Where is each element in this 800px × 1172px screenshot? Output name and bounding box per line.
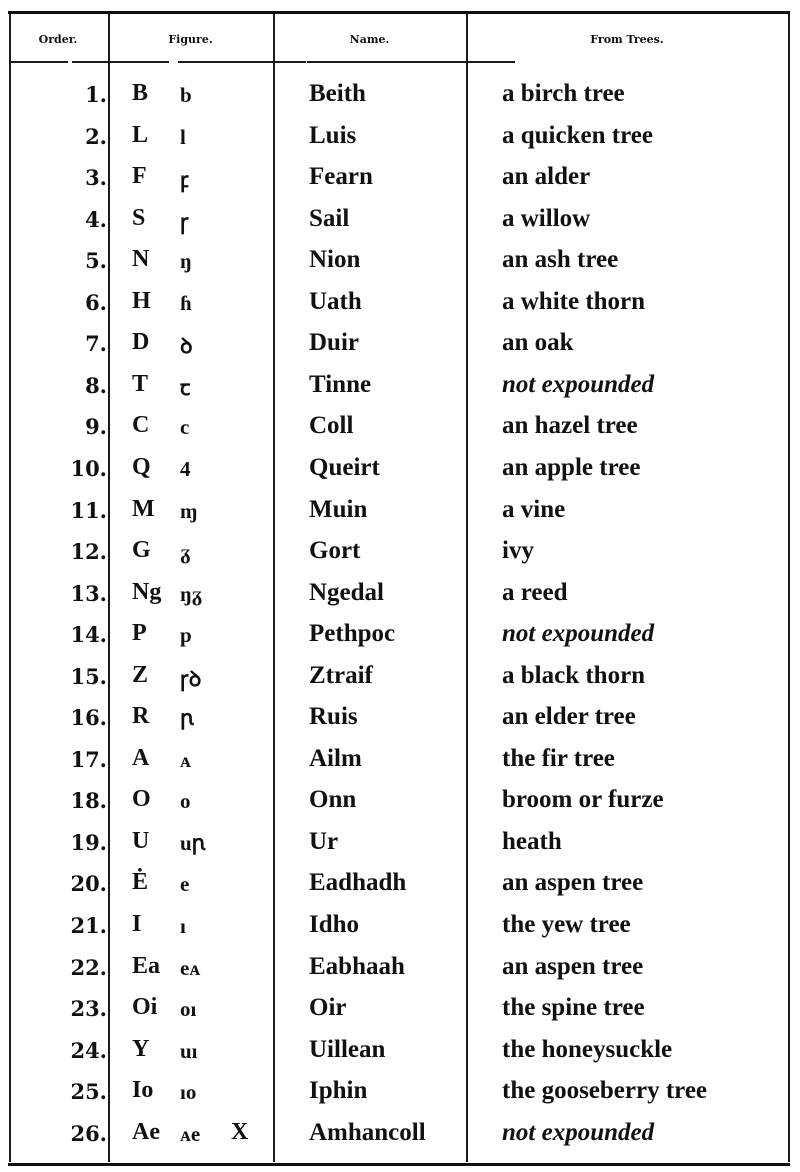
figure-latin-cell: H (132, 287, 151, 314)
from-trees-cell: ivy (502, 537, 534, 565)
name-cell: Pethpoc (309, 620, 396, 648)
from-trees-cell: a quicken tree (502, 121, 653, 149)
figure-irish-cell: ꝼ (180, 168, 189, 193)
table-row (8, 656, 790, 698)
from-trees-cell: not expounded (502, 370, 655, 398)
order-cell: 13. (70, 580, 107, 606)
table-row (8, 406, 790, 448)
table-row (8, 448, 790, 490)
table-row (8, 697, 790, 739)
from-trees-cell: an hazel tree (502, 412, 638, 440)
order-cell: 8. (85, 372, 107, 398)
from-trees-cell: an elder tree (502, 703, 636, 731)
name-cell: Fearn (309, 163, 373, 191)
from-trees-cell: an ash tree (502, 246, 619, 274)
figure-latin-cell: Io (132, 1077, 154, 1104)
order-cell: 25. (70, 1079, 107, 1105)
name-cell: Gort (309, 537, 361, 565)
name-cell: Beith (309, 80, 366, 107)
order-cell: 4. (85, 206, 107, 232)
order-cell: 14. (70, 622, 107, 648)
table-row (8, 573, 790, 615)
figure-irish-cell: oı (180, 997, 197, 1022)
figure-latin-cell: L (132, 121, 149, 148)
name-cell: Nion (309, 246, 361, 274)
header-rule-order (10, 61, 68, 63)
table-row (8, 116, 790, 158)
figure-latin-cell: P (132, 620, 147, 647)
order-cell: 17. (70, 746, 107, 772)
name-cell: Tinne (309, 370, 372, 398)
table-row (8, 1071, 790, 1113)
name-cell: Ngedal (309, 578, 384, 606)
name-cell: Sail (309, 204, 350, 232)
from-trees-cell: the yew tree (502, 911, 631, 938)
name-cell: Luis (309, 121, 357, 149)
order-cell: 12. (70, 539, 107, 565)
figure-latin-cell: F (132, 163, 147, 190)
figure-irish-cell: c (180, 415, 190, 440)
table-row (8, 199, 790, 241)
table-row (8, 1030, 790, 1072)
order-cell: 2. (85, 123, 107, 149)
figure-latin-cell: Oi (132, 994, 158, 1021)
order-cell: 9. (85, 414, 107, 440)
order-cell: 11. (70, 497, 107, 523)
figure-irish-cell: ᴀe (180, 1121, 201, 1146)
header-rule-trees (307, 61, 515, 63)
from-trees-cell: the honeysuckle (502, 1035, 673, 1063)
name-cell: Queirt (309, 453, 380, 481)
table-row (8, 490, 790, 532)
figure-irish-cell: ꝺ (180, 334, 193, 359)
figure-latin-cell: Y (132, 1035, 150, 1062)
figure-irish-cell: p (180, 623, 192, 648)
name-cell: Idho (309, 911, 360, 938)
order-cell: 24. (70, 1037, 107, 1063)
table-row (8, 614, 790, 656)
name-cell: Iphin (309, 1077, 368, 1105)
header-from-trees: From Trees. (590, 32, 664, 46)
figure-latin-cell: C (132, 412, 150, 439)
name-cell: Uath (309, 287, 362, 315)
table-row (8, 780, 790, 822)
name-cell: Coll (309, 412, 354, 440)
figure-irish-cell: e (180, 872, 190, 897)
from-trees-cell: an alder (502, 163, 591, 191)
name-cell: Eadhadh (309, 869, 407, 897)
figure-extra-cell: X (231, 1118, 249, 1145)
figure-latin-cell: T (132, 370, 149, 397)
name-cell: Amhancoll (309, 1118, 426, 1146)
order-cell: 19. (70, 829, 107, 855)
figure-irish-cell: ɱ (180, 498, 198, 523)
order-cell: 1. (85, 82, 107, 107)
order-cell: 3. (85, 165, 107, 191)
from-trees-cell: heath (502, 827, 562, 855)
header-order: Order. (38, 32, 78, 46)
name-cell: Eabhaah (309, 952, 405, 980)
from-trees-cell: a black thorn (502, 661, 646, 689)
name-cell: Uillean (309, 1035, 386, 1063)
figure-irish-cell: b (180, 83, 192, 107)
figure-irish-cell: ŋ (180, 249, 192, 274)
table-row (8, 947, 790, 989)
table-row (8, 1113, 790, 1155)
from-trees-cell: not expounded (502, 620, 655, 648)
figure-irish-cell: ı (180, 914, 186, 938)
from-trees-cell: an oak (502, 329, 574, 357)
figure-irish-cell: l (180, 124, 186, 149)
figure-irish-cell: ꞅꝺ (180, 666, 202, 691)
from-trees-cell: a willow (502, 204, 591, 232)
figure-irish-cell: uꞃ (180, 830, 205, 855)
header-name: Name. (349, 32, 390, 46)
table-row (8, 157, 790, 199)
figure-irish-cell: uı (180, 1038, 198, 1063)
from-trees-cell: the gooseberry tree (502, 1077, 708, 1105)
figure-latin-cell: M (132, 495, 155, 522)
table-header (8, 14, 790, 64)
figure-latin-cell: R (132, 703, 150, 730)
from-trees-cell: a white thorn (502, 287, 646, 315)
table-row (8, 240, 790, 282)
from-trees-cell: broom or furze (502, 786, 664, 814)
name-cell: Ur (309, 827, 339, 855)
figure-irish-cell: ᵹ (180, 540, 191, 565)
table-row (8, 863, 790, 905)
name-cell: Muin (309, 495, 368, 523)
figure-latin-cell: Ae (132, 1118, 160, 1145)
order-cell: 18. (70, 788, 107, 814)
figure-latin-cell: N (132, 246, 150, 273)
order-cell: 15. (70, 663, 107, 689)
from-trees-cell: a vine (502, 495, 566, 523)
figure-latin-cell: U (132, 827, 150, 854)
order-cell: 7. (85, 331, 107, 357)
table-row (8, 74, 790, 116)
order-cell: 6. (85, 289, 107, 315)
figure-latin-cell: S (132, 204, 146, 231)
table-row (8, 323, 790, 365)
name-cell: Duir (309, 329, 359, 357)
name-cell: Ailm (309, 744, 362, 772)
table-row (8, 822, 790, 864)
from-trees-cell: a birch tree (502, 80, 625, 107)
order-cell: 20. (70, 871, 107, 897)
name-cell: Ruis (309, 703, 358, 731)
figure-latin-cell: A (132, 744, 150, 771)
order-cell: 23. (70, 996, 107, 1022)
figure-irish-cell: ıo (180, 1080, 197, 1105)
from-trees-cell: an apple tree (502, 453, 641, 481)
order-cell: 5. (85, 248, 107, 274)
figure-latin-cell: I (132, 911, 142, 937)
table-row (8, 531, 790, 573)
figure-irish-cell: ꞇ (180, 375, 191, 400)
header-figure: Figure. (168, 32, 213, 46)
order-cell: 10. (70, 455, 107, 481)
figure-irish-cell: ŋᵹ (180, 581, 203, 606)
figure-irish-cell: ꞃ (180, 706, 194, 731)
figure-irish-cell: 4 (180, 456, 191, 481)
header-rule-figure (72, 61, 169, 63)
figure-latin-cell: Z (132, 661, 149, 688)
order-cell: 16. (70, 705, 107, 731)
figure-latin-cell: G (132, 537, 151, 564)
from-trees-cell: the spine tree (502, 994, 645, 1022)
table-row (8, 282, 790, 324)
from-trees-cell: not expounded (502, 1118, 655, 1146)
table-row (8, 365, 790, 407)
figure-latin-cell: Ng (132, 578, 162, 605)
order-cell: 26. (70, 1120, 107, 1146)
figure-irish-cell: ᴀ (180, 747, 191, 772)
figure-latin-cell: Q (132, 453, 151, 480)
table-row (8, 905, 790, 947)
table-row (8, 988, 790, 1030)
figure-irish-cell: ꞅ (180, 209, 189, 234)
from-trees-cell: an aspen tree (502, 952, 644, 980)
figure-latin-cell: O (132, 786, 151, 813)
order-cell: 22. (70, 954, 107, 980)
figure-latin-cell: B (132, 80, 149, 106)
from-trees-cell: a reed (502, 578, 568, 606)
figure-irish-cell: eᴀ (180, 955, 201, 980)
figure-irish-cell: ɦ (180, 290, 192, 315)
name-cell: Ztraif (309, 661, 373, 689)
name-cell: Onn (309, 786, 357, 814)
name-cell: Oir (309, 994, 347, 1022)
figure-latin-cell: Ė (132, 869, 149, 896)
figure-latin-cell: D (132, 329, 150, 356)
order-cell: 21. (70, 913, 107, 938)
header-rule-name (178, 61, 306, 63)
figure-latin-cell: Ea (132, 952, 161, 979)
table-row (8, 739, 790, 781)
figure-irish-cell: o (180, 789, 191, 814)
from-trees-cell: an aspen tree (502, 869, 644, 897)
from-trees-cell: the fir tree (502, 744, 615, 772)
